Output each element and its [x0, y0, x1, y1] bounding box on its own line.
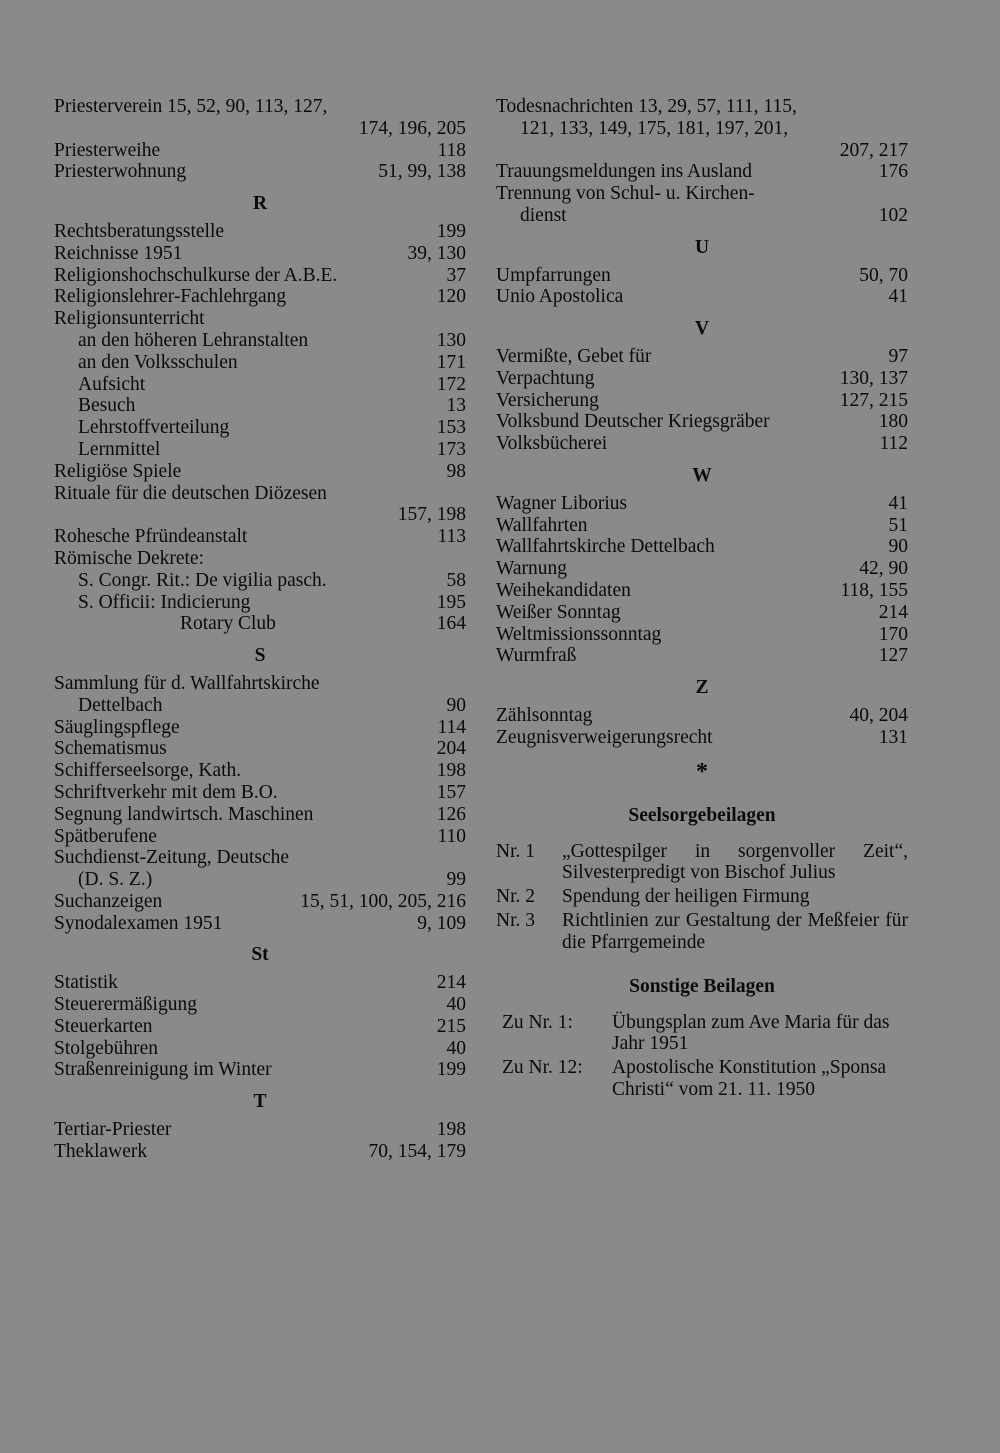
beilage-number: Nr. 3 — [496, 909, 535, 931]
beilage-item — [496, 841, 908, 885]
entry-pages: 174, 196, 205 — [358, 117, 466, 139]
index-entry — [54, 972, 466, 994]
index-entry — [54, 439, 466, 461]
beilage-description: „Gottespilger in sorgenvoller Zeit“, Silvesterpredigt von Bischof Julius — [562, 840, 908, 884]
index-entry — [54, 118, 466, 140]
index-entry — [54, 738, 466, 760]
entry-pages: 118, 155 — [840, 579, 908, 601]
index-entry — [54, 613, 466, 635]
index-entry — [54, 286, 466, 308]
index-entry — [496, 183, 908, 205]
entry-term: Volksbund Deutscher Kriegsgräber — [496, 411, 770, 433]
index-entry — [496, 265, 908, 287]
entry-term: Wallfahrtskirche Dettelbach — [496, 536, 715, 558]
beilage-number: Nr. 1 — [496, 840, 535, 862]
entry-term: Priesterweihe — [54, 139, 161, 161]
index-entry — [496, 602, 908, 624]
entry-pages: 90 — [888, 536, 908, 558]
entry-term: Zählsonntag — [496, 704, 593, 726]
index-entry — [54, 804, 466, 826]
entry-term: Stolgebühren — [54, 1037, 158, 1059]
entry-pages: 172 — [436, 373, 466, 395]
entry-pages: 130, 137 — [839, 367, 908, 389]
entry-pages: 126 — [436, 803, 466, 825]
index-entry — [54, 96, 466, 118]
index-entry — [496, 645, 908, 667]
entry-pages: 198 — [436, 760, 466, 782]
entry-term: Suchdienst-Zeitung, Deutsche — [54, 847, 290, 869]
index-column-left — [54, 96, 466, 1163]
entry-pages: 118 — [437, 139, 466, 161]
section-separator-star: * — [696, 758, 708, 785]
entry-term: Wagner Liborius — [496, 492, 628, 514]
entry-pages: 176 — [878, 161, 908, 183]
entry-pages: 112 — [879, 433, 908, 455]
entry-pages: 41 — [888, 492, 908, 514]
index-letter-heading: V — [694, 318, 710, 340]
entry-term: Steuerermäßigung — [54, 994, 197, 1016]
beilage-number: Zu Nr. 1: — [502, 1011, 573, 1033]
right-entries — [496, 96, 908, 749]
entry-term: Synodalexamen 1951 — [54, 912, 223, 934]
index-letter-heading: S — [254, 645, 266, 667]
entry-pages: 204 — [436, 738, 466, 760]
entry-term: Umpfarrungen — [496, 264, 611, 286]
entry-term: Rituale für die deutschen Diözesen — [54, 482, 327, 504]
entry-pages: 131 — [878, 726, 908, 748]
index-entry — [54, 483, 466, 505]
entry-pages: 198 — [436, 1119, 466, 1141]
beilage-item — [496, 1012, 908, 1056]
index-entry — [54, 265, 466, 287]
entry-term: Todesnachrichten 13, 29, 57, 111, 115, — [496, 96, 797, 117]
entry-pages: 114 — [437, 716, 466, 738]
entry-pages: 51 — [888, 514, 908, 536]
entry-term: Spätberufene — [54, 825, 157, 847]
entry-term: Besuch — [78, 395, 136, 417]
index-entry — [54, 782, 466, 804]
entry-term: S. Congr. Rit.: De vigilia pasch. — [78, 569, 327, 591]
entry-term: 121, 133, 149, 175, 181, 197, 201, — [520, 117, 789, 139]
entry-term: Römische Dekrete: — [54, 547, 204, 569]
beilage-item — [496, 1057, 908, 1101]
entry-term: Theklawerk — [54, 1140, 148, 1162]
entry-pages: 157 — [436, 781, 466, 803]
index-entry — [54, 1038, 466, 1060]
sonstige-beilagen-list — [496, 1012, 908, 1101]
index-letter-heading: U — [694, 236, 710, 258]
index-entry — [54, 526, 466, 548]
entry-term: Statistik — [54, 972, 118, 994]
entry-term: Wurmfraß — [496, 645, 577, 667]
entry-pages: 99 — [446, 869, 466, 891]
index-entry — [54, 847, 466, 869]
entry-term: Verpachtung — [496, 367, 595, 389]
entry-pages: 215 — [436, 1015, 466, 1037]
index-entry — [496, 346, 908, 368]
entry-pages: 171 — [436, 351, 466, 373]
entry-term: Trennung von Schul- u. Kirchen- — [496, 183, 755, 205]
entry-pages: 173 — [436, 438, 466, 460]
index-entry — [496, 205, 908, 227]
entry-term: Segnung landwirtsch. Maschinen — [54, 803, 314, 825]
index-entry — [496, 705, 908, 727]
entry-pages: 13 — [446, 395, 466, 417]
index-entry — [54, 826, 466, 848]
index-entry — [496, 96, 908, 118]
index-letter-heading: R — [252, 193, 268, 215]
index-entry — [496, 140, 908, 162]
entry-term: Suchanzeigen — [54, 890, 163, 912]
entry-term: Zeugnisverweigerungsrecht — [496, 726, 713, 748]
index-entry — [496, 286, 908, 308]
index-entry — [54, 994, 466, 1016]
entry-term: Säuglingspflege — [54, 716, 180, 738]
entry-pages: 120 — [436, 286, 466, 308]
entry-term: Weißer Sonntag — [496, 601, 621, 623]
index-entry — [54, 1059, 466, 1081]
index-column-right — [496, 96, 908, 1103]
beilage-description: Übungsplan zum Ave Maria für das Jahr 1951 — [612, 1011, 890, 1055]
entry-term: Rotary Club — [180, 613, 276, 635]
entry-term: Unio Apostolica — [496, 286, 624, 308]
index-letter-heading: T — [253, 1091, 267, 1113]
entry-term: Weltmissionssonntag — [496, 623, 662, 645]
entry-pages: 41 — [888, 286, 908, 308]
entry-term: Religionslehrer-Fachlehrgang — [54, 286, 287, 308]
entry-term: Vermißte, Gebet für — [496, 345, 652, 367]
entry-term: Religionsunterricht — [54, 308, 205, 330]
index-entry — [54, 1119, 466, 1141]
seelsorgebeilagen-list — [496, 841, 908, 954]
index-entry — [496, 558, 908, 580]
index-entry — [54, 330, 466, 352]
entry-term: Volksbücherei — [496, 433, 608, 455]
index-entry — [54, 673, 466, 695]
entry-term: Reichnisse 1951 — [54, 242, 183, 264]
index-entry — [496, 580, 908, 602]
entry-pages: 37 — [446, 264, 466, 286]
entry-term: Steuerkarten — [54, 1015, 153, 1037]
entry-term: Tertiar-Priester — [54, 1119, 172, 1141]
entry-term: Aufsicht — [78, 373, 146, 395]
entry-term: Lehrstoffverteilung — [78, 417, 230, 439]
index-entry — [54, 760, 466, 782]
entry-term: Schriftverkehr mit dem B.O. — [54, 781, 278, 803]
entry-pages: 214 — [878, 601, 908, 623]
entry-pages: 51, 99, 138 — [378, 161, 466, 183]
entry-pages: 42, 90 — [859, 558, 908, 580]
index-entry — [54, 1141, 466, 1163]
entry-pages: 180 — [878, 411, 908, 433]
index-entry — [54, 221, 466, 243]
entry-term: Rohesche Pfründeanstalt — [54, 526, 248, 548]
index-entry — [496, 493, 908, 515]
entry-term: Priesterwohnung — [54, 161, 187, 183]
index-entry — [54, 695, 466, 717]
entry-term: Dettelbach — [78, 694, 163, 716]
entry-pages: 127 — [878, 645, 908, 667]
beilage-description: Spendung der heiligen Firmung — [562, 886, 810, 908]
index-entry — [54, 592, 466, 614]
index-entry — [54, 913, 466, 935]
sonstige-beilagen-heading: Sonstige Beilagen — [629, 975, 775, 997]
index-entry — [54, 417, 466, 439]
entry-term: an den höheren Lehranstalten — [78, 329, 309, 351]
index-entry — [496, 390, 908, 412]
index-entry — [54, 352, 466, 374]
entry-pages: 127, 215 — [839, 389, 908, 411]
entry-pages: 214 — [436, 972, 466, 994]
entry-pages: 97 — [888, 345, 908, 367]
index-entry — [54, 374, 466, 396]
entry-pages: 70, 154, 179 — [368, 1140, 466, 1162]
entry-term: Rechtsberatungsstelle — [54, 220, 225, 242]
index-entry — [496, 624, 908, 646]
entry-pages: 50, 70 — [859, 264, 908, 286]
index-entry — [496, 368, 908, 390]
entry-term: S. Officii: Indicierung — [78, 591, 251, 613]
index-entry — [54, 140, 466, 162]
index-entry — [54, 308, 466, 330]
index-entry — [54, 461, 466, 483]
beilage-number: Zu Nr. 12: — [502, 1057, 583, 1079]
entry-pages: 199 — [436, 220, 466, 242]
index-letter-heading: St — [251, 944, 269, 966]
entry-term: dienst — [520, 204, 567, 226]
index-entry — [496, 161, 908, 183]
entry-pages: 207, 217 — [839, 139, 908, 161]
index-entry — [54, 570, 466, 592]
beilage-item — [496, 910, 908, 954]
entry-term: Weihekandidaten — [496, 579, 631, 601]
beilage-number: Nr. 2 — [496, 886, 535, 908]
entry-term: (D. S. Z.) — [78, 869, 153, 891]
beilage-description: Richtlinien zur Gestaltung der Meßfeier für die Pfarrgemeinde — [562, 909, 908, 953]
index-entry — [54, 548, 466, 570]
index-entry — [54, 891, 466, 913]
index-entry — [54, 717, 466, 739]
entry-pages: 170 — [878, 623, 908, 645]
index-entry — [54, 1016, 466, 1038]
entry-pages: 195 — [436, 591, 466, 613]
entry-pages: 98 — [446, 460, 466, 482]
entry-pages: 40 — [446, 1037, 466, 1059]
beilage-description: Apostolische Konstitution „Sponsa Christi“ vom 21. 11. 1950 — [612, 1057, 887, 1100]
entry-term: Lernmittel — [78, 438, 161, 460]
index-entry — [496, 411, 908, 433]
index-letter-heading: W — [692, 464, 712, 486]
entry-pages: 130 — [436, 329, 466, 351]
index-entry — [54, 395, 466, 417]
index-entry — [496, 727, 908, 749]
entry-pages: 164 — [436, 613, 466, 635]
entry-term: Priesterverein 15, 52, 90, 113, 127, — [54, 96, 328, 117]
entry-term: Sammlung für d. Wallfahrtskirche — [54, 672, 320, 694]
entry-pages: 39, 130 — [407, 242, 466, 264]
entry-pages: 199 — [436, 1059, 466, 1081]
entry-pages: 15, 51, 100, 205, 216 — [300, 890, 466, 912]
entry-pages: 157, 198 — [397, 504, 466, 526]
entry-term: Warnung — [496, 558, 567, 580]
entry-term: Straßenreinigung im Winter — [54, 1059, 272, 1081]
entry-term: an den Volksschulen — [78, 351, 238, 373]
entry-pages: 153 — [436, 417, 466, 439]
entry-pages: 40 — [446, 994, 466, 1016]
entry-pages: 113 — [437, 526, 466, 548]
index-entry — [496, 118, 908, 140]
index-letter-heading: Z — [695, 677, 709, 699]
entry-pages: 102 — [878, 204, 908, 226]
seelsorgebeilagen-heading: Seelsorgebeilagen — [628, 804, 776, 826]
index-entry — [54, 869, 466, 891]
index-entry — [54, 161, 466, 183]
entry-term: Schifferseelsorge, Kath. — [54, 760, 242, 782]
entry-pages: 40, 204 — [849, 704, 908, 726]
entry-pages: 110 — [437, 825, 466, 847]
beilage-item — [496, 886, 908, 908]
entry-pages: 9, 109 — [417, 912, 466, 934]
entry-term: Schematismus — [54, 738, 167, 760]
entry-pages: 58 — [446, 569, 466, 591]
index-entry — [496, 433, 908, 455]
entry-term: Religiöse Spiele — [54, 460, 182, 482]
index-entry — [496, 515, 908, 537]
entry-term: Trauungsmeldungen ins Ausland — [496, 161, 753, 183]
entry-term: Wallfahrten — [496, 514, 588, 536]
entry-pages: 90 — [446, 694, 466, 716]
index-entry — [54, 504, 466, 526]
entry-term: Versicherung — [496, 389, 599, 411]
index-entry — [54, 243, 466, 265]
index-entry — [496, 536, 908, 558]
entry-term: Religionshochschulkurse der A.B.E. — [54, 264, 338, 286]
